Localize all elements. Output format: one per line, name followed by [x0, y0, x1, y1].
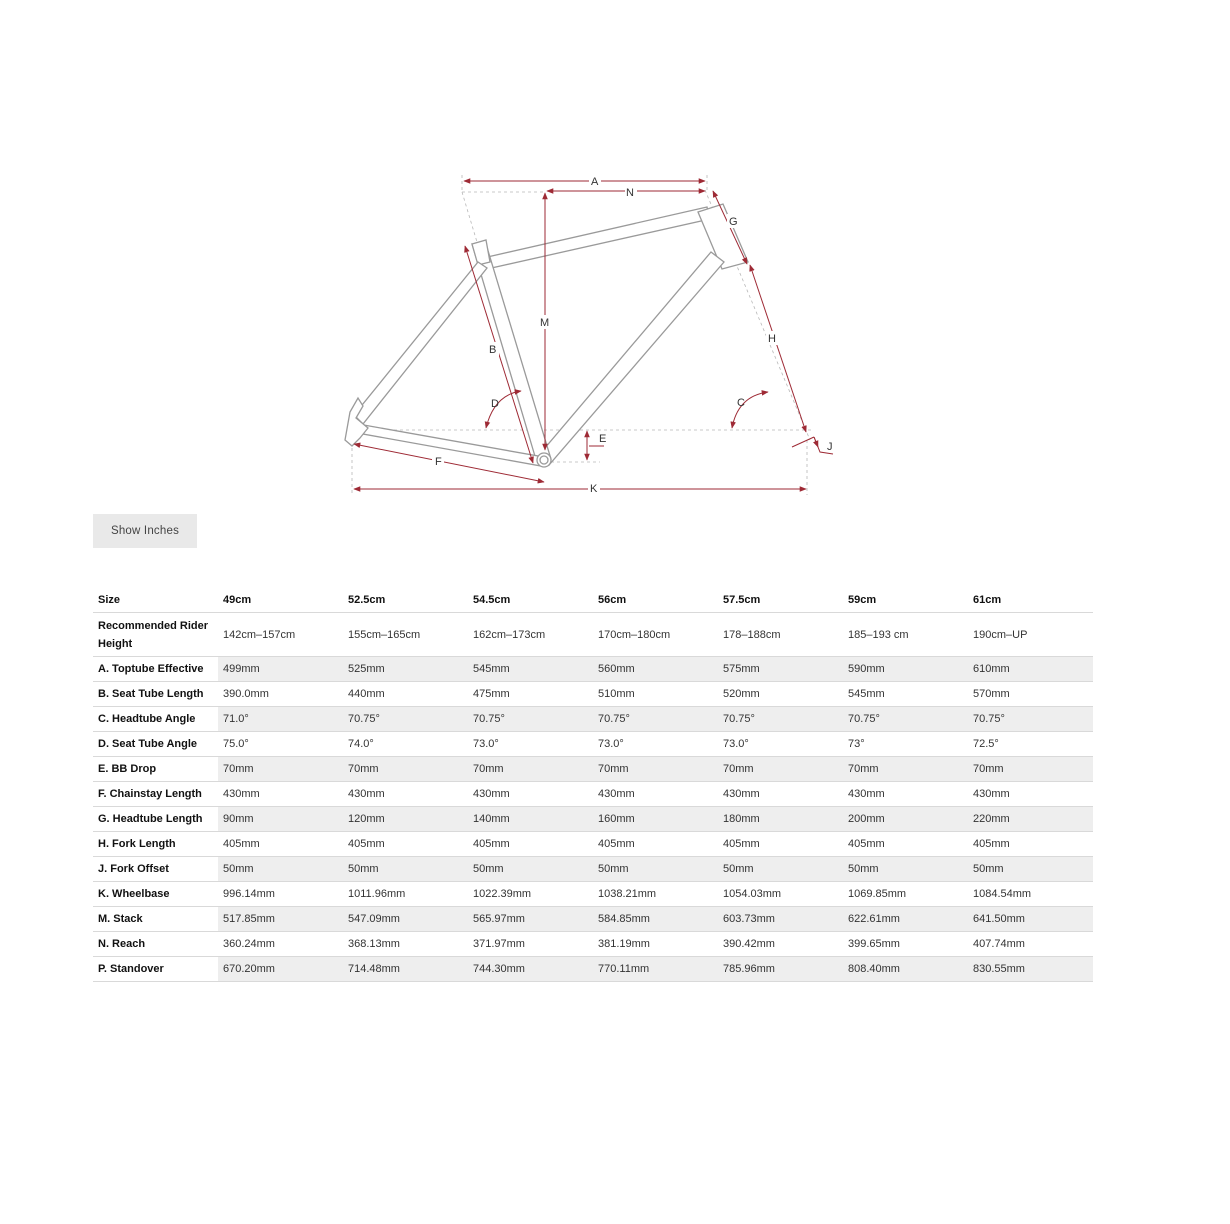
row-label: G. Headtube Length	[93, 807, 218, 832]
table-cell: 71.0°	[218, 707, 343, 732]
table-cell: 430mm	[968, 782, 1093, 807]
label-K: K	[590, 483, 598, 495]
table-cell: 360.24mm	[218, 932, 343, 957]
table-cell: 190cm–UP	[968, 613, 1093, 657]
seat-tube	[472, 244, 551, 463]
table-cell: 1038.21mm	[593, 882, 718, 907]
table-cell: 430mm	[218, 782, 343, 807]
row-label: K. Wheelbase	[93, 882, 218, 907]
table-cell: 142cm–157cm	[218, 613, 343, 657]
table-cell: 70mm	[468, 757, 593, 782]
table-cell: 70mm	[218, 757, 343, 782]
row-label: D. Seat Tube Angle	[93, 732, 218, 757]
table-row	[93, 807, 1093, 832]
label-B: B	[489, 344, 497, 356]
table-cell: 405mm	[468, 832, 593, 857]
table-cell: 371.97mm	[468, 932, 593, 957]
row-label: A. Toptube Effective	[93, 657, 218, 682]
table-cell: 430mm	[843, 782, 968, 807]
label-C: C	[737, 397, 745, 409]
table-cell: 1022.39mm	[468, 882, 593, 907]
label-N: N	[626, 187, 634, 199]
table-cell: 70.75°	[968, 707, 1093, 732]
table-row	[93, 882, 1093, 907]
row-label: M. Stack	[93, 907, 218, 932]
table-cell: 70mm	[843, 757, 968, 782]
bike-frame	[345, 204, 748, 467]
table-cell: 499mm	[218, 657, 343, 682]
table-cell: 770.11mm	[593, 957, 718, 982]
table-cell: 73.0°	[718, 732, 843, 757]
table-row	[93, 682, 1093, 707]
table-cell: 170cm–180cm	[593, 613, 718, 657]
seat-stay	[354, 262, 487, 424]
table-cell: 405mm	[343, 832, 468, 857]
table-cell: 405mm	[843, 832, 968, 857]
table-cell: 520mm	[718, 682, 843, 707]
table-row	[93, 932, 1093, 957]
row-label: J. Fork Offset	[93, 857, 218, 882]
table-cell: 399.65mm	[843, 932, 968, 957]
table-cell: 381.19mm	[593, 932, 718, 957]
table-cell: 641.50mm	[968, 907, 1093, 932]
table-cell: 714.48mm	[343, 957, 468, 982]
table-cell: 407.74mm	[968, 932, 1093, 957]
table-cell: 155cm–165cm	[343, 613, 468, 657]
show-inches-button[interactable]: Show Inches	[93, 514, 197, 548]
table-header-cell: 61cm	[968, 587, 1093, 613]
table-cell: 70.75°	[343, 707, 468, 732]
table-cell: 70.75°	[593, 707, 718, 732]
table-cell: 584.85mm	[593, 907, 718, 932]
table-cell: 70mm	[343, 757, 468, 782]
table-cell: 200mm	[843, 807, 968, 832]
table-cell: 50mm	[968, 857, 1093, 882]
table-cell: 430mm	[468, 782, 593, 807]
table-cell: 50mm	[468, 857, 593, 882]
table-row	[93, 957, 1093, 982]
table-cell: 185–193 cm	[843, 613, 968, 657]
row-label: H. Fork Length	[93, 832, 218, 857]
table-cell: 72.5°	[968, 732, 1093, 757]
table-cell: 610mm	[968, 657, 1093, 682]
table-row	[93, 907, 1093, 932]
table-cell: 603.73mm	[718, 907, 843, 932]
table-cell: 996.14mm	[218, 882, 343, 907]
table-cell: 50mm	[718, 857, 843, 882]
table-row	[93, 707, 1093, 732]
frame-geometry-diagram	[0, 0, 1230, 520]
row-label: B. Seat Tube Length	[93, 682, 218, 707]
table-cell: 178–188cm	[718, 613, 843, 657]
table-cell: 440mm	[343, 682, 468, 707]
table-cell: 430mm	[718, 782, 843, 807]
table-cell: 545mm	[468, 657, 593, 682]
bottom-bracket	[537, 453, 551, 467]
down-tube	[539, 252, 724, 465]
table-header-cell: 54.5cm	[468, 587, 593, 613]
table-row	[93, 857, 1093, 882]
geometry-table	[93, 587, 1093, 982]
table-row	[93, 657, 1093, 682]
table-cell: 50mm	[218, 857, 343, 882]
table-cell: 744.30mm	[468, 957, 593, 982]
table-cell: 70.75°	[718, 707, 843, 732]
table-cell: 1011.96mm	[343, 882, 468, 907]
table-cell: 670.20mm	[218, 957, 343, 982]
table-cell: 1084.54mm	[968, 882, 1093, 907]
table-cell: 430mm	[593, 782, 718, 807]
table-cell: 140mm	[468, 807, 593, 832]
table-cell: 70mm	[968, 757, 1093, 782]
table-header-row	[93, 587, 1093, 613]
top-tube	[483, 207, 710, 269]
label-E: E	[599, 433, 607, 445]
seat-post	[472, 240, 490, 265]
row-label: Recommended Rider Height	[93, 613, 218, 657]
table-row	[93, 732, 1093, 757]
table-cell: 390.42mm	[718, 932, 843, 957]
table-cell: 560mm	[593, 657, 718, 682]
table-row	[93, 832, 1093, 857]
label-D: D	[491, 398, 499, 410]
table-cell: 1069.85mm	[843, 882, 968, 907]
label-J: J	[827, 441, 833, 453]
row-label: F. Chainstay Length	[93, 782, 218, 807]
table-cell: 405mm	[968, 832, 1093, 857]
label-F: F	[435, 456, 442, 468]
table-cell: 73.0°	[593, 732, 718, 757]
table-cell: 565.97mm	[468, 907, 593, 932]
table-cell: 622.61mm	[843, 907, 968, 932]
table-cell: 50mm	[593, 857, 718, 882]
table-cell: 180mm	[718, 807, 843, 832]
table-cell: 50mm	[343, 857, 468, 882]
table-cell: 575mm	[718, 657, 843, 682]
row-label: N. Reach	[93, 932, 218, 957]
table-cell: 570mm	[968, 682, 1093, 707]
table-row	[93, 782, 1093, 807]
table-cell: 162cm–173cm	[468, 613, 593, 657]
table-row	[93, 757, 1093, 782]
table-cell: 525mm	[343, 657, 468, 682]
table-row	[93, 613, 1093, 657]
table-cell: 90mm	[218, 807, 343, 832]
table-cell: 390.0mm	[218, 682, 343, 707]
table-cell: 510mm	[593, 682, 718, 707]
dim-H	[750, 265, 806, 432]
table-cell: 220mm	[968, 807, 1093, 832]
row-label: P. Standover	[93, 957, 218, 982]
table-cell: 545mm	[843, 682, 968, 707]
row-label: C. Headtube Angle	[93, 707, 218, 732]
table-cell: 808.40mm	[843, 957, 968, 982]
table-header-cell: Size	[93, 587, 218, 613]
table-cell: 120mm	[343, 807, 468, 832]
label-H: H	[768, 333, 776, 345]
table-header-cell: 59cm	[843, 587, 968, 613]
label-A: A	[591, 176, 599, 188]
table-cell: 70.75°	[843, 707, 968, 732]
table-cell: 70mm	[593, 757, 718, 782]
table-cell: 590mm	[843, 657, 968, 682]
label-M: M	[540, 317, 550, 329]
table-header-cell: 49cm	[218, 587, 343, 613]
table-header-cell: 52.5cm	[343, 587, 468, 613]
table-cell: 547.09mm	[343, 907, 468, 932]
table-cell: 830.55mm	[968, 957, 1093, 982]
table-cell: 405mm	[593, 832, 718, 857]
table-cell: 405mm	[218, 832, 343, 857]
table-cell: 70mm	[718, 757, 843, 782]
label-G: G	[729, 216, 738, 228]
table-cell: 73.0°	[468, 732, 593, 757]
table-header-cell: 57.5cm	[718, 587, 843, 613]
table-header-cell: 56cm	[593, 587, 718, 613]
table-cell: 70.75°	[468, 707, 593, 732]
row-label: E. BB Drop	[93, 757, 218, 782]
table-cell: 1054.03mm	[718, 882, 843, 907]
table-cell: 475mm	[468, 682, 593, 707]
table-cell: 405mm	[718, 832, 843, 857]
table-cell: 50mm	[843, 857, 968, 882]
table-cell: 517.85mm	[218, 907, 343, 932]
table-cell: 785.96mm	[718, 957, 843, 982]
table-cell: 74.0°	[343, 732, 468, 757]
table-cell: 73°	[843, 732, 968, 757]
table-cell: 160mm	[593, 807, 718, 832]
table-cell: 430mm	[343, 782, 468, 807]
table-cell: 75.0°	[218, 732, 343, 757]
table-cell: 368.13mm	[343, 932, 468, 957]
